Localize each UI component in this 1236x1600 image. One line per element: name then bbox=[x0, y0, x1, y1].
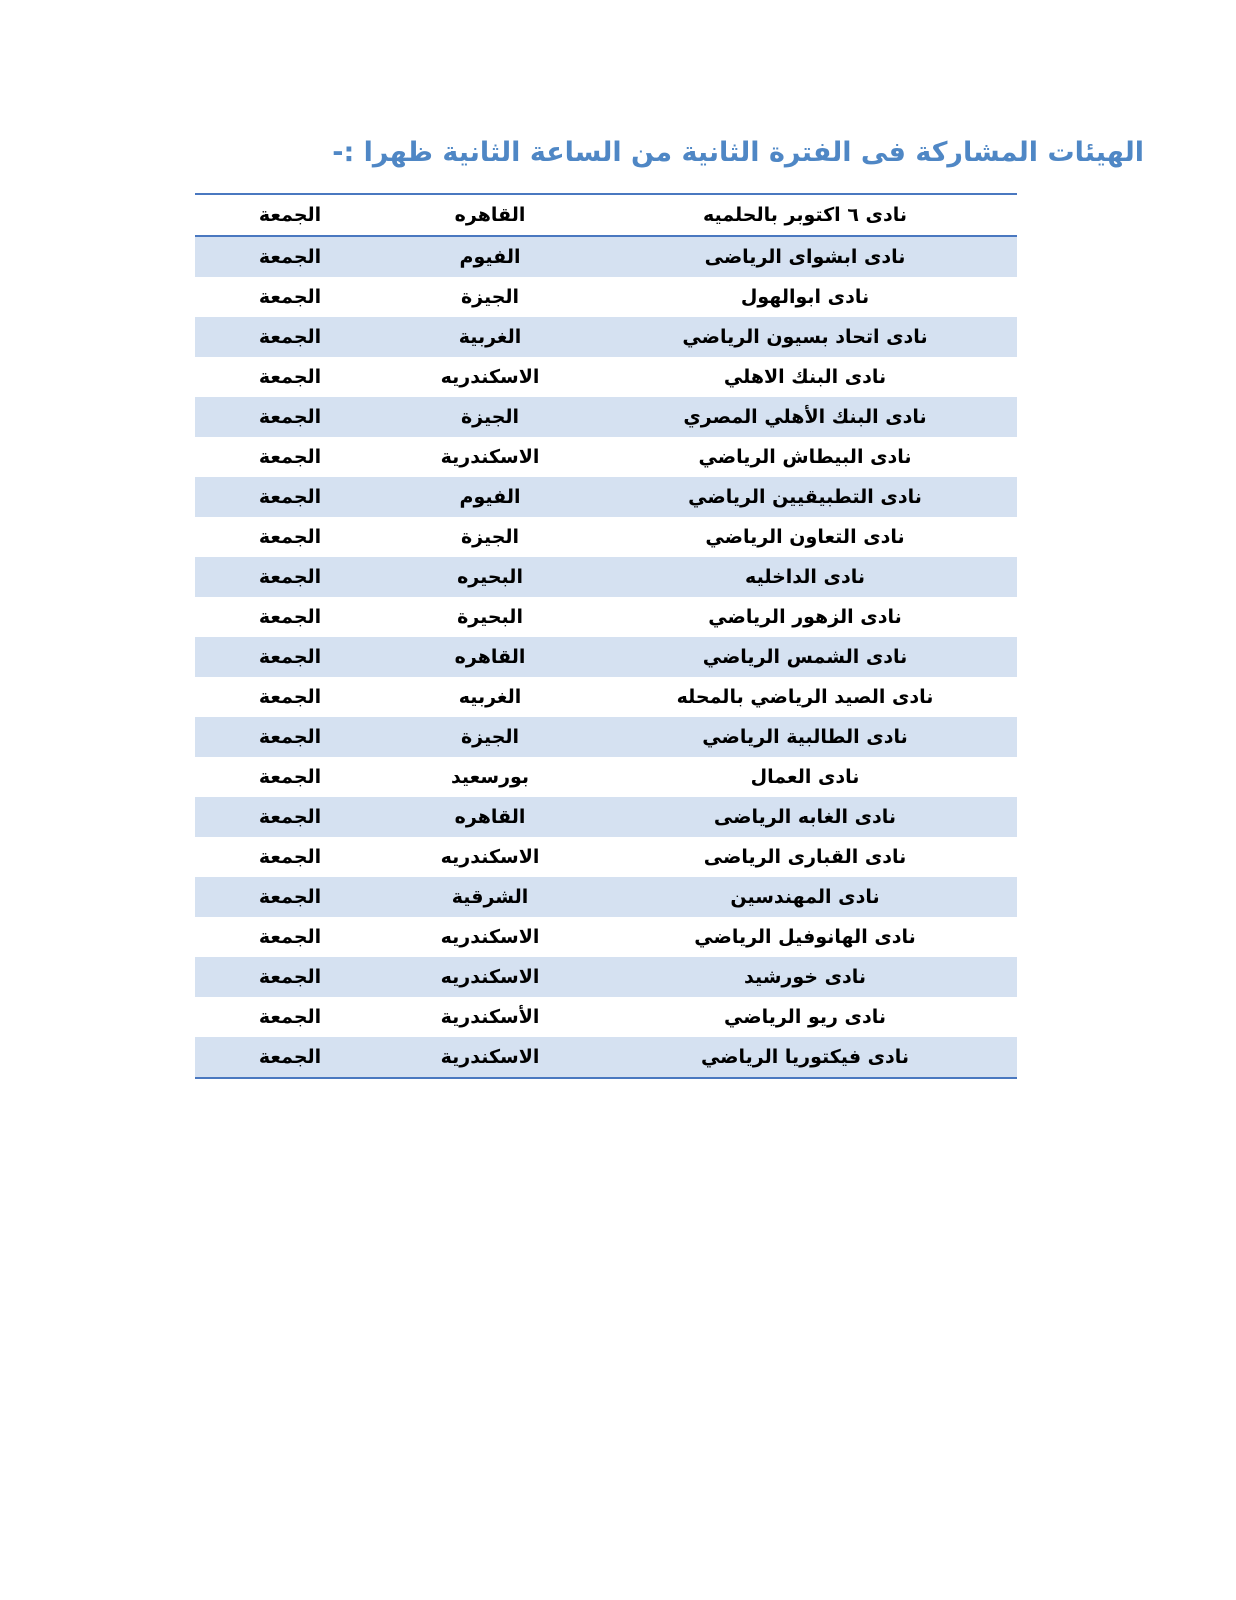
day-cell: الجمعة bbox=[258, 846, 322, 868]
club-name-cell: نادى ابشواى الرياضى bbox=[704, 246, 906, 268]
table-row bbox=[195, 357, 1017, 397]
day-cell: الجمعة bbox=[258, 446, 322, 468]
club-name-cell: نادى البيطاش الرياضي bbox=[698, 446, 912, 468]
governorate-cell: القاهره bbox=[454, 204, 526, 226]
table-row bbox=[195, 637, 1017, 677]
table-row bbox=[195, 597, 1017, 637]
club-name-cell: نادى الداخليه bbox=[745, 566, 865, 588]
governorate-cell: الجيزة bbox=[460, 526, 520, 548]
day-cell: الجمعة bbox=[258, 406, 322, 428]
governorate-cell: بورسعيد bbox=[450, 766, 530, 788]
governorate-cell: الجيزة bbox=[460, 406, 520, 428]
table-row bbox=[195, 957, 1017, 997]
day-cell: الجمعة bbox=[258, 566, 322, 588]
governorate-cell: الاسكندريه bbox=[440, 966, 540, 988]
governorate-cell: الفيوم bbox=[459, 486, 521, 508]
club-name-cell: نادى الشمس الرياضي bbox=[702, 646, 908, 668]
table-row bbox=[195, 677, 1017, 717]
club-name-cell: نادى اتحاد بسيون الرياضي bbox=[682, 326, 928, 348]
day-cell: الجمعة bbox=[258, 1046, 322, 1068]
day-cell: الجمعة bbox=[258, 686, 322, 708]
page-heading: الهيئات المشاركة فى الفترة الثانية من الساعة الثانية ظهرا :- bbox=[332, 137, 1144, 168]
club-name-cell: نادى المهندسين bbox=[730, 886, 880, 908]
club-name-cell: نادى التطبيقيين الرياضي bbox=[688, 486, 922, 508]
governorate-cell: الفيوم bbox=[459, 246, 521, 268]
table-row bbox=[195, 437, 1017, 477]
table-row bbox=[195, 837, 1017, 877]
governorate-cell: الاسكندريه bbox=[440, 846, 540, 868]
governorate-cell: الجيزة bbox=[460, 286, 520, 308]
table-row bbox=[195, 797, 1017, 837]
club-name-cell: نادى الزهور الرياضي bbox=[708, 606, 902, 628]
day-cell: الجمعة bbox=[258, 806, 322, 828]
club-name-cell: نادى ابوالهول bbox=[740, 286, 870, 308]
club-name-cell: نادى البنك الأهلي المصري bbox=[683, 406, 927, 428]
club-name-cell: نادى التعاون الرياضي bbox=[705, 526, 905, 548]
day-cell: الجمعة bbox=[258, 766, 322, 788]
table-row bbox=[195, 997, 1017, 1037]
table-row bbox=[195, 277, 1017, 317]
governorate-cell: القاهره bbox=[454, 806, 526, 828]
day-cell: الجمعة bbox=[258, 726, 322, 748]
governorate-cell: الغربيه bbox=[458, 686, 522, 708]
governorate-cell: الاسكندرية bbox=[440, 1046, 540, 1068]
governorate-cell: الشرقية bbox=[451, 886, 529, 908]
governorate-cell: الاسكندريه bbox=[440, 926, 540, 948]
table-row bbox=[195, 195, 1017, 237]
day-cell: الجمعة bbox=[258, 646, 322, 668]
club-name-cell: نادى القبارى الرياضى bbox=[703, 846, 907, 868]
day-cell: الجمعة bbox=[258, 366, 322, 388]
day-cell: الجمعة bbox=[258, 486, 322, 508]
club-name-cell: نادى فيكتوريا الرياضي bbox=[700, 1046, 910, 1068]
day-cell: الجمعة bbox=[258, 926, 322, 948]
governorate-cell: البحيره bbox=[457, 566, 523, 588]
table-row bbox=[195, 517, 1017, 557]
governorate-cell: البحيرة bbox=[457, 606, 523, 628]
governorate-cell: القاهره bbox=[454, 646, 526, 668]
day-cell: الجمعة bbox=[258, 526, 322, 548]
table-row bbox=[195, 237, 1017, 277]
club-name-cell: نادى ريو الرياضي bbox=[724, 1006, 886, 1028]
governorate-cell: الاسكندرية bbox=[440, 446, 540, 468]
day-cell: الجمعة bbox=[258, 286, 322, 308]
table-row bbox=[195, 717, 1017, 757]
club-name-cell: نادى البنك الاهلي bbox=[723, 366, 887, 388]
day-cell: الجمعة bbox=[258, 966, 322, 988]
governorate-cell: الغربية bbox=[458, 326, 522, 348]
club-name-cell: نادى الغابه الرياضى bbox=[713, 806, 897, 828]
day-cell: الجمعة bbox=[258, 204, 322, 226]
clubs-table bbox=[195, 193, 1017, 1079]
table-row bbox=[195, 917, 1017, 957]
day-cell: الجمعة bbox=[258, 606, 322, 628]
club-name-cell: نادى الطالبية الرياضي bbox=[702, 726, 908, 748]
governorate-cell: الأسكندرية bbox=[440, 1006, 540, 1028]
club-name-cell: نادى خورشيد bbox=[744, 966, 867, 988]
club-name-cell: نادى العمال bbox=[750, 766, 860, 788]
table-row bbox=[195, 877, 1017, 917]
table-row bbox=[195, 477, 1017, 517]
table-row bbox=[195, 757, 1017, 797]
club-name-cell: نادى الهانوفيل الرياضي bbox=[694, 926, 916, 948]
table-row bbox=[195, 1037, 1017, 1077]
governorate-cell: الاسكندريه bbox=[440, 366, 540, 388]
day-cell: الجمعة bbox=[258, 886, 322, 908]
governorate-cell: الجيزة bbox=[460, 726, 520, 748]
table-row bbox=[195, 317, 1017, 357]
table-row bbox=[195, 557, 1017, 597]
day-cell: الجمعة bbox=[258, 326, 322, 348]
club-name-cell: نادى ٦ اكتوبر بالحلميه bbox=[703, 204, 907, 226]
day-cell: الجمعة bbox=[258, 1006, 322, 1028]
table-row bbox=[195, 397, 1017, 437]
club-name-cell: نادى الصيد الرياضي بالمحله bbox=[676, 686, 934, 708]
day-cell: الجمعة bbox=[258, 246, 322, 268]
